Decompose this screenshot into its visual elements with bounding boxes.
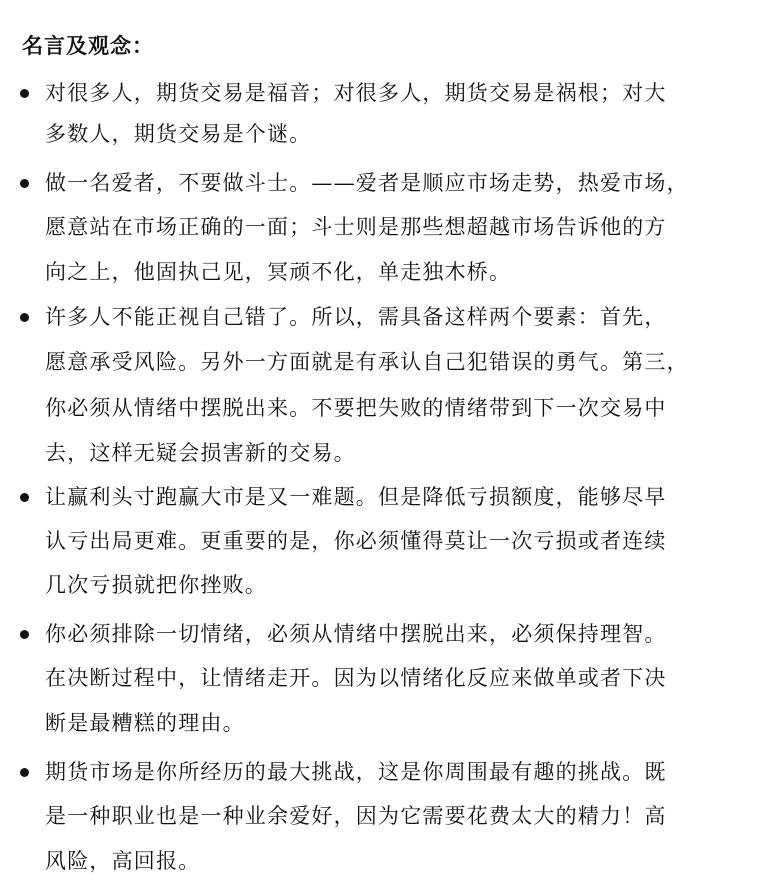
item-line: 你必须从情绪中摆脱出来。不要把失败的情绪带到下一次交易中: [45, 396, 667, 420]
item-line: 风险，高回报。: [45, 849, 201, 873]
item-line: 认亏出局更难。更重要的是，你必须懂得莫让一次亏损或者连续: [45, 529, 667, 553]
bullet-icon: [20, 179, 29, 188]
item-line: 愿意站在市场正确的一面；斗士则是那些想超越市场告诉他的方: [45, 215, 667, 239]
bullet-icon: [20, 89, 29, 98]
item-line: 对很多人，期货交易是福音；对很多人，期货交易是祸根；对大: [45, 81, 667, 105]
item-line: 多数人，期货交易是个谜。: [45, 122, 312, 146]
item-line: 许多人不能正视自己错了。所以，需具备这样两个要素：首先，: [45, 305, 667, 329]
item-line: 去，这样无疑会损害新的交易。: [45, 441, 356, 465]
item-line: 向之上，他固执己见，冥顽不化，单走独木桥。: [45, 260, 512, 284]
item-line: 让赢利头寸跑赢大市是又一难题。但是降低亏损额度，能够尽早: [45, 485, 667, 509]
item-line: 期货市场是你所经历的最大挑战，这是你周围最有趣的挑战。既: [45, 760, 667, 784]
item-line: 做一名爱者，不要做斗士。——爱者是顺应市场走势，热爱市场，: [45, 171, 689, 195]
item-line: 愿意承受风险。另外一方面就是有承认自己犯错误的勇气。第三，: [45, 350, 689, 374]
item-line: 断是最糟糕的理由。: [45, 711, 245, 735]
item-line: 在决断过程中，让情绪走开。因为以情绪化反应来做单或者下决: [45, 666, 667, 690]
bullet-icon: [20, 313, 29, 322]
bullet-icon: [20, 493, 29, 502]
section-heading: 名言及观念：: [22, 34, 154, 58]
item-line: 你必须排除一切情绪，必须从情绪中摆脱出来，必须保持理智。: [45, 622, 667, 646]
bullet-icon: [20, 768, 29, 777]
item-line: 几次亏损就把你挫败。: [45, 573, 267, 597]
bullet-icon: [20, 630, 29, 639]
item-line: 是一种职业也是一种业余爱好，因为它需要花费太大的精力！高: [45, 804, 667, 828]
